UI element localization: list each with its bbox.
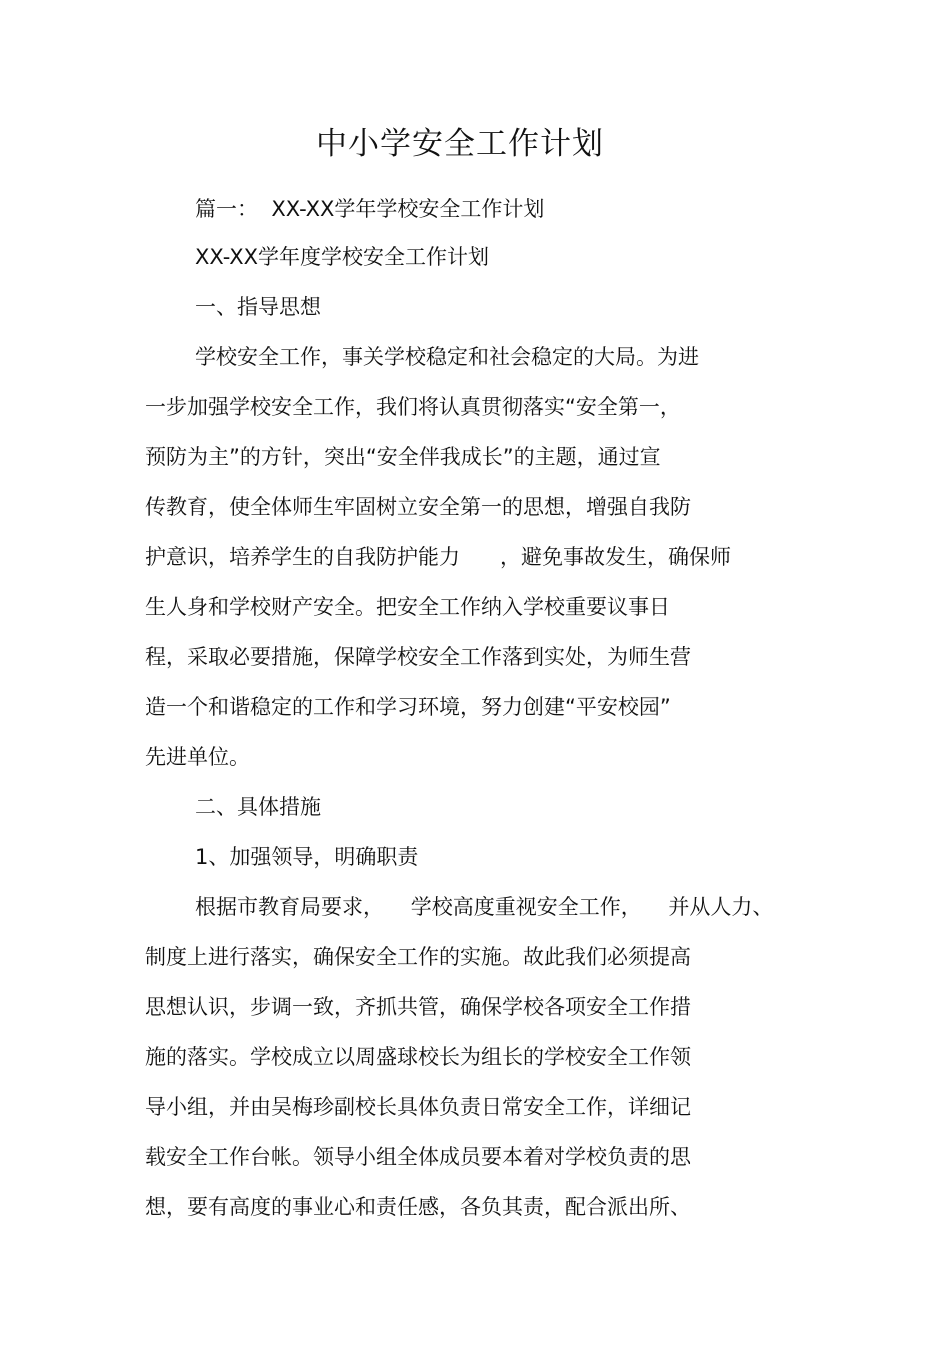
text-line: 预防为主”的方针，突出“安全伴我成长”的主题，通过宣: [145, 445, 661, 469]
text-line: 程，采取必要措施，保障学校安全工作落到实处，为师生营: [145, 645, 691, 669]
text-line: 生人身和学校财产安全。把安全工作纳入学校重要议事日: [145, 595, 670, 619]
text-line: 施的落实。学校成立以周盛球校长为组长的学校安全工作领: [145, 1045, 691, 1069]
text-line: 制度上进行落实，确保安全工作的实施。故此我们必须提高: [145, 945, 691, 969]
text-line: XX-XX学年度学校安全工作计划: [195, 245, 490, 269]
text-line: 1、加强领导，明确职责: [195, 845, 419, 869]
text-line: 传教育，使全体师生牢固树立安全第一的思想，增强自我防: [145, 495, 691, 519]
text-line: 导小组，并由吴梅珍副校长具体负责日常安全工作，详细记: [145, 1095, 691, 1119]
text-line: 想，要有高度的事业心和责任感，各负其责，配合派出所、: [145, 1195, 691, 1219]
text-line: 载安全工作台帐。领导小组全体成员要本着对学校负责的思: [145, 1145, 691, 1169]
text-line: 一步加强学校安全工作，我们将认真贯彻落实“安全第一，: [145, 395, 681, 419]
document-title: 中小学安全工作计划: [316, 126, 604, 162]
text-line: 二、具体措施: [195, 795, 321, 819]
text-line: 一、指导思想: [195, 295, 321, 319]
text-line: 思想认识，步调一致，齐抓共管，确保学校各项安全工作措: [145, 995, 691, 1019]
text-line: 护意识，培养学生的自我防护能力 ，避免事故发生，确保师: [145, 545, 732, 569]
text-line: 造一个和谐稳定的工作和学习环境，努力创建“平安校园”: [145, 695, 671, 719]
text-line: 学校安全工作，事关学校稳定和社会稳定的大局。为进: [195, 345, 699, 369]
text-line: 根据市教育局要求， 学校高度重视安全工作， 并从人力、: [195, 895, 774, 919]
text-line: 篇一： XX-XX学年学校安全工作计划: [195, 197, 545, 221]
text-line: 先进单位。: [145, 745, 250, 769]
